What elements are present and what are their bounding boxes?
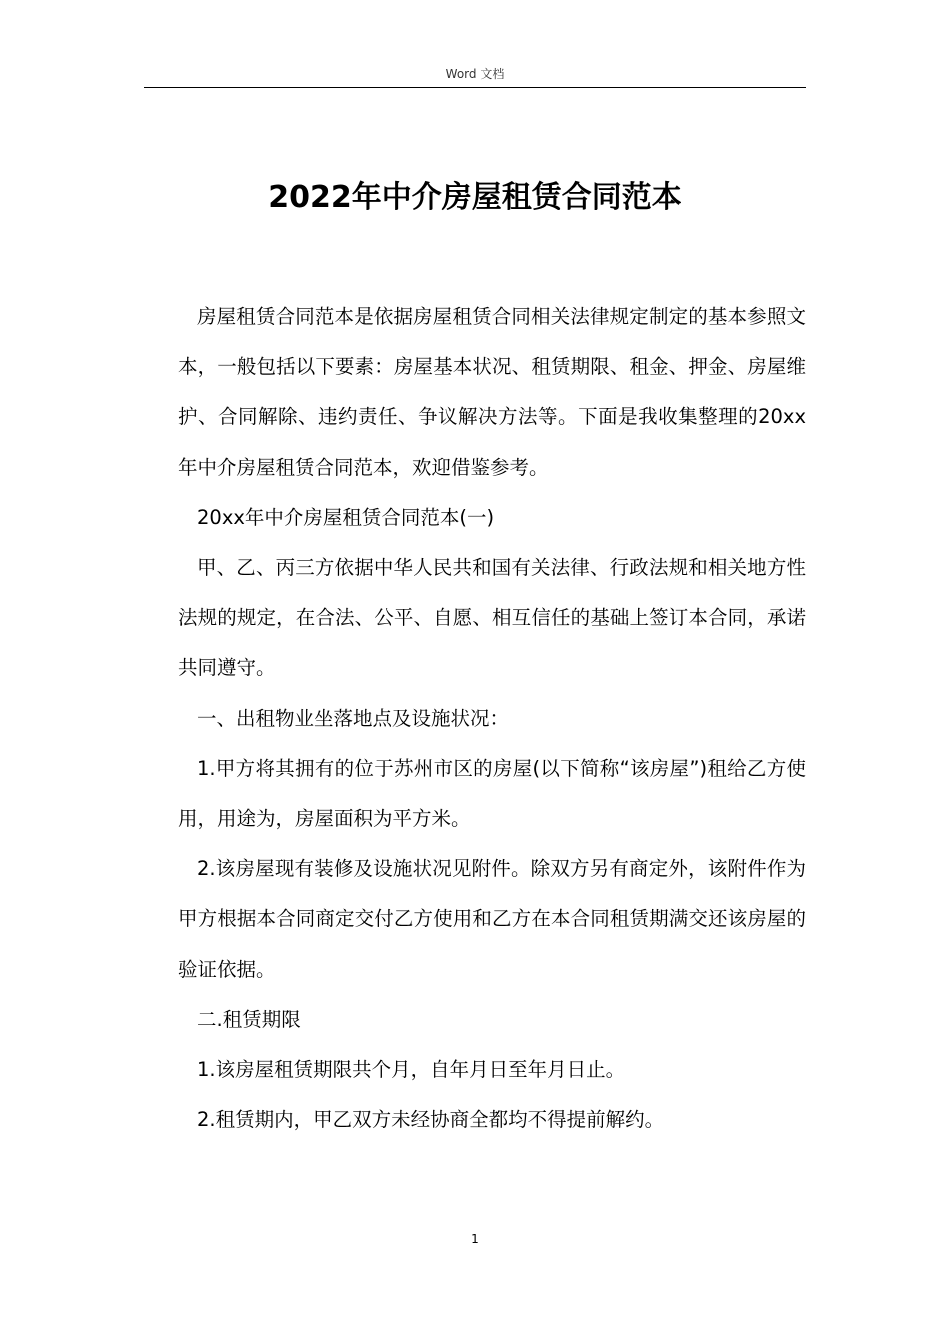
clause-2-1: 1.该房屋租赁期限共个月，自年月日至年月日止。 bbox=[197, 1058, 626, 1082]
section-heading-property-location: 一、出租物业坐落地点及设施状况： bbox=[197, 706, 510, 730]
clause-1-1: 1.甲方将其拥有的位于苏州市区的房屋(以下简称“该房屋”)租给乙方使用，用途为，房屋面积为平方米。 bbox=[178, 756, 806, 831]
clause-1-2: 2.该房屋现有装修及设施状况见附件。除双方另有商定外，该附件作为甲方根据本合同商定交付乙方使用和乙方在本合同租赁期满交还该房屋的验证依据。 bbox=[178, 857, 806, 981]
clause-2-2: 2.租赁期内，甲乙双方未经协商全都均不得提前解约。 bbox=[197, 1108, 665, 1132]
section-heading-contract-one: 20xx年中介房屋租赁合同范本(一) bbox=[197, 505, 495, 529]
header-divider bbox=[144, 87, 806, 88]
document-body bbox=[178, 292, 806, 1145]
preamble-paragraph: 甲、乙、丙三方依据中华人民共和国有关法律、行政法规和相关地方性法规的规定，在合法、公平、自愿、相互信任的基础上签订本合同，承诺共同遵守。 bbox=[178, 556, 806, 680]
section-heading-lease-term: 二.租赁期限 bbox=[197, 1007, 301, 1031]
intro-paragraph: 房屋租赁合同范本是依据房屋租赁合同相关法律规定制定的基本参照文本，一般包括以下要素：房屋基本状况、租赁期限、租金、押金、房屋维护、合同解除、违约责任、争议解决方法等。下面是我收集整理的20xx年中介房屋租赁合同范本，欢迎借鉴参考。 bbox=[178, 305, 806, 479]
page-number: 1 bbox=[471, 1232, 479, 1246]
document-title: 2022年中介房屋租赁合同范本 bbox=[268, 180, 682, 216]
page-header-label: Word 文档 bbox=[445, 67, 505, 81]
